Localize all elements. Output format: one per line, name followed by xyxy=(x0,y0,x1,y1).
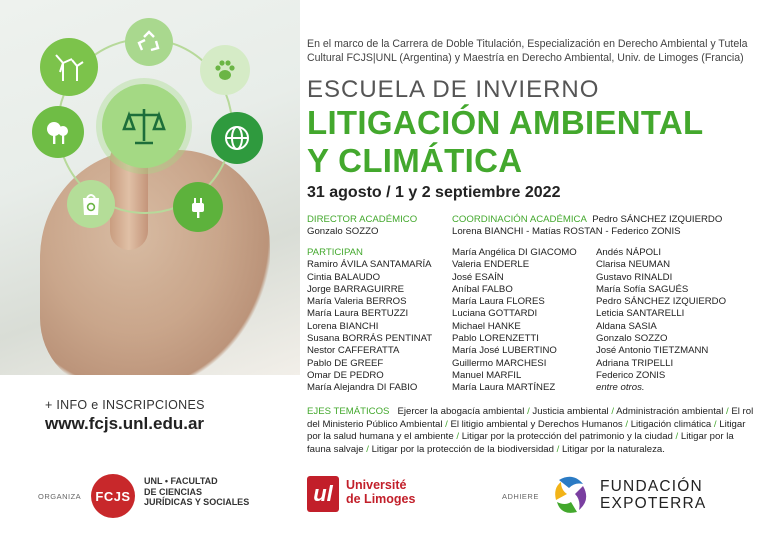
participant: Nestor CAFFERATTA xyxy=(307,345,400,357)
eje-item: Administración ambiental xyxy=(616,406,724,417)
participant: Aníbal FALBO xyxy=(452,283,513,295)
eje-item: Litigación climática xyxy=(630,418,712,430)
participants-label: PARTICIPAN xyxy=(307,247,363,258)
participant: José Antonio TIETZMANN xyxy=(596,345,709,357)
thematic-axes: EJES TEMÁTICOS Ejercer la abogacía ambiental / Justicia ambiental / Administración ambiental / El rol del Ministerio Público Ambiental / El litigio ambiental y Derechos Humanos / Litigación climática / Litigar por la salud humana y el ambiente / Litigar por la protección del patrimonio y la ciudad / Litigar por la fauna salvaje / Litigar por la protección de la biodiversidad / Litigar por la naturaleza. xyxy=(307,406,754,455)
others-note: entre otros. xyxy=(596,382,645,394)
fcjs-logo xyxy=(91,474,135,518)
participant: Michael HANKE xyxy=(452,320,521,332)
eje-item: El litigio ambiental y Derechos Humanos xyxy=(450,418,623,430)
expoterra-name xyxy=(600,478,706,512)
participant: Jorge BARRAGUIRRE xyxy=(307,283,405,295)
expoterra-line: EXPOTERRA xyxy=(600,495,707,512)
participant: Adriana TRIPELLI xyxy=(596,357,674,369)
participant: Ramiro ÁVILA SANTAMARÍA xyxy=(307,259,432,271)
participant: María José LUBERTINO xyxy=(452,345,557,357)
director-block xyxy=(307,214,417,239)
eje-item: Litigar por la fauna salvaje xyxy=(307,431,734,455)
main-title-line1: LITIGACIÓN AMBIENTAL xyxy=(307,104,704,141)
paw-icon xyxy=(200,45,250,95)
participant: Pablo DE GREEF xyxy=(307,357,384,369)
participant: Valeria ENDERLE xyxy=(452,259,530,271)
ejes-label: EJES TEMÁTICOS xyxy=(307,406,390,417)
participant: Susana BORRÁS PENTINAT xyxy=(307,333,433,345)
wind-turbine-icon xyxy=(40,38,98,96)
adhiere-label: ADHIERE xyxy=(502,492,539,501)
intro-text: En el marco de la Carrera de Doble Titulación, Especialización en Derecho Ambiental y Tutela Cultural FCJS|UNL (Argentina) y Maestría en Derecho Ambiental, Univ. de Limoges (Francia) xyxy=(307,38,748,64)
fcjs-line: JURÍDICAS Y SOCIALES xyxy=(144,497,250,507)
participant: María Alejandra DI FABIO xyxy=(307,382,418,394)
participant: María Laura FLORES xyxy=(452,296,545,308)
participant: María Laura BERTUZZI xyxy=(307,308,409,320)
coordination-label: COORDINACIÓN ACADÉMICA xyxy=(452,214,587,225)
eje-item: Ejercer la abogacía ambiental xyxy=(397,406,525,417)
school-title: ESCUELA DE INVIERNO xyxy=(307,76,600,103)
event-dates: 31 agosto / 1 y 2 septiembre 2022 xyxy=(307,184,561,201)
participant: Guillermo MARCHESI xyxy=(452,357,547,369)
website-link[interactable]: www.fcjs.unl.edu.ar xyxy=(45,414,205,433)
recycle-icon xyxy=(125,18,173,66)
eje-item: Litigar por la naturaleza. xyxy=(561,443,665,455)
organiza-label: ORGANIZA xyxy=(38,492,82,501)
eje-item: Litigar por la protección de la biodiversidad xyxy=(371,443,554,455)
director-name: Gonzalo SOZZO xyxy=(307,226,379,238)
unilim-logo-mark: ul xyxy=(307,476,339,512)
participant: Leticia SANTARELLI xyxy=(596,308,685,320)
participant: Cintia BALAUDO xyxy=(307,271,381,283)
main-title-line2: Y CLIMÁTICA xyxy=(307,142,523,179)
fcjs-name xyxy=(144,476,249,508)
eje-item: Justicia ambiental xyxy=(532,406,609,417)
unilim-line: Université xyxy=(346,478,407,492)
recycle-bag-icon xyxy=(67,180,115,228)
participant: María Angélica DI GIACOMO xyxy=(452,247,577,258)
coordination-name2: Lorena BIANCHI - Matías ROSTAN - Federico ZONIS xyxy=(452,226,681,238)
unilim-line: de Limoges xyxy=(346,492,416,506)
participant: Lorena BIANCHI xyxy=(307,320,379,332)
hero-image xyxy=(0,0,300,375)
participants-col3 xyxy=(596,247,726,395)
expoterra-logo-icon xyxy=(553,474,591,516)
participant: Andés NÁPOLI xyxy=(596,247,662,258)
participant: María Valeria BERROS xyxy=(307,296,407,308)
participant: Aldana SASIA xyxy=(596,320,657,332)
participant: Luciana GOTTARDI xyxy=(452,308,538,320)
participant: Omar DE PEDRO xyxy=(307,369,384,381)
participant: Clarisa NEUMAN xyxy=(596,259,671,271)
coordination-name1: Pedro SÁNCHEZ IZQUIERDO xyxy=(592,214,723,225)
participant: José ESAÍN xyxy=(452,271,504,283)
participant: Gonzalo SOZZO xyxy=(596,333,668,345)
scales-of-justice-icon xyxy=(102,84,186,168)
plug-icon xyxy=(173,182,223,232)
coordination-block xyxy=(452,214,722,239)
participant: María Laura MARTÍNEZ xyxy=(452,382,556,394)
info-label: + INFO e INSCRIPCIONES xyxy=(45,398,205,412)
director-label: DIRECTOR ACADÉMICO xyxy=(307,214,418,225)
globe-icon xyxy=(211,112,263,164)
eje-item: El rol del Ministerio Público Ambiental xyxy=(307,406,754,430)
participant: Manuel MARFIL xyxy=(452,369,522,381)
unilim-name xyxy=(346,478,415,506)
fcjs-line: UNL • FACULTAD xyxy=(144,476,218,486)
fcjs-logo-text: FCJS xyxy=(95,488,131,504)
participants-col2 xyxy=(452,247,577,395)
tree-icon xyxy=(32,106,84,158)
participant: Pablo LORENZETTI xyxy=(452,333,539,345)
participant: Federico ZONIS xyxy=(596,369,666,381)
eje-item: Litigar por la salud humana y el ambiente xyxy=(307,418,746,443)
participant: Gustavo RINALDI xyxy=(596,271,673,283)
eje-item: Litigar por la protección del patrimonio y la ciudad xyxy=(461,431,673,443)
participant: María Sofía SAGUÉS xyxy=(596,283,689,295)
fcjs-line: DE CIENCIAS xyxy=(144,486,203,497)
participant: Pedro SÁNCHEZ IZQUIERDO xyxy=(596,296,727,308)
expoterra-line: FUNDACIÓN xyxy=(600,478,703,495)
participants-col1 xyxy=(307,247,432,395)
